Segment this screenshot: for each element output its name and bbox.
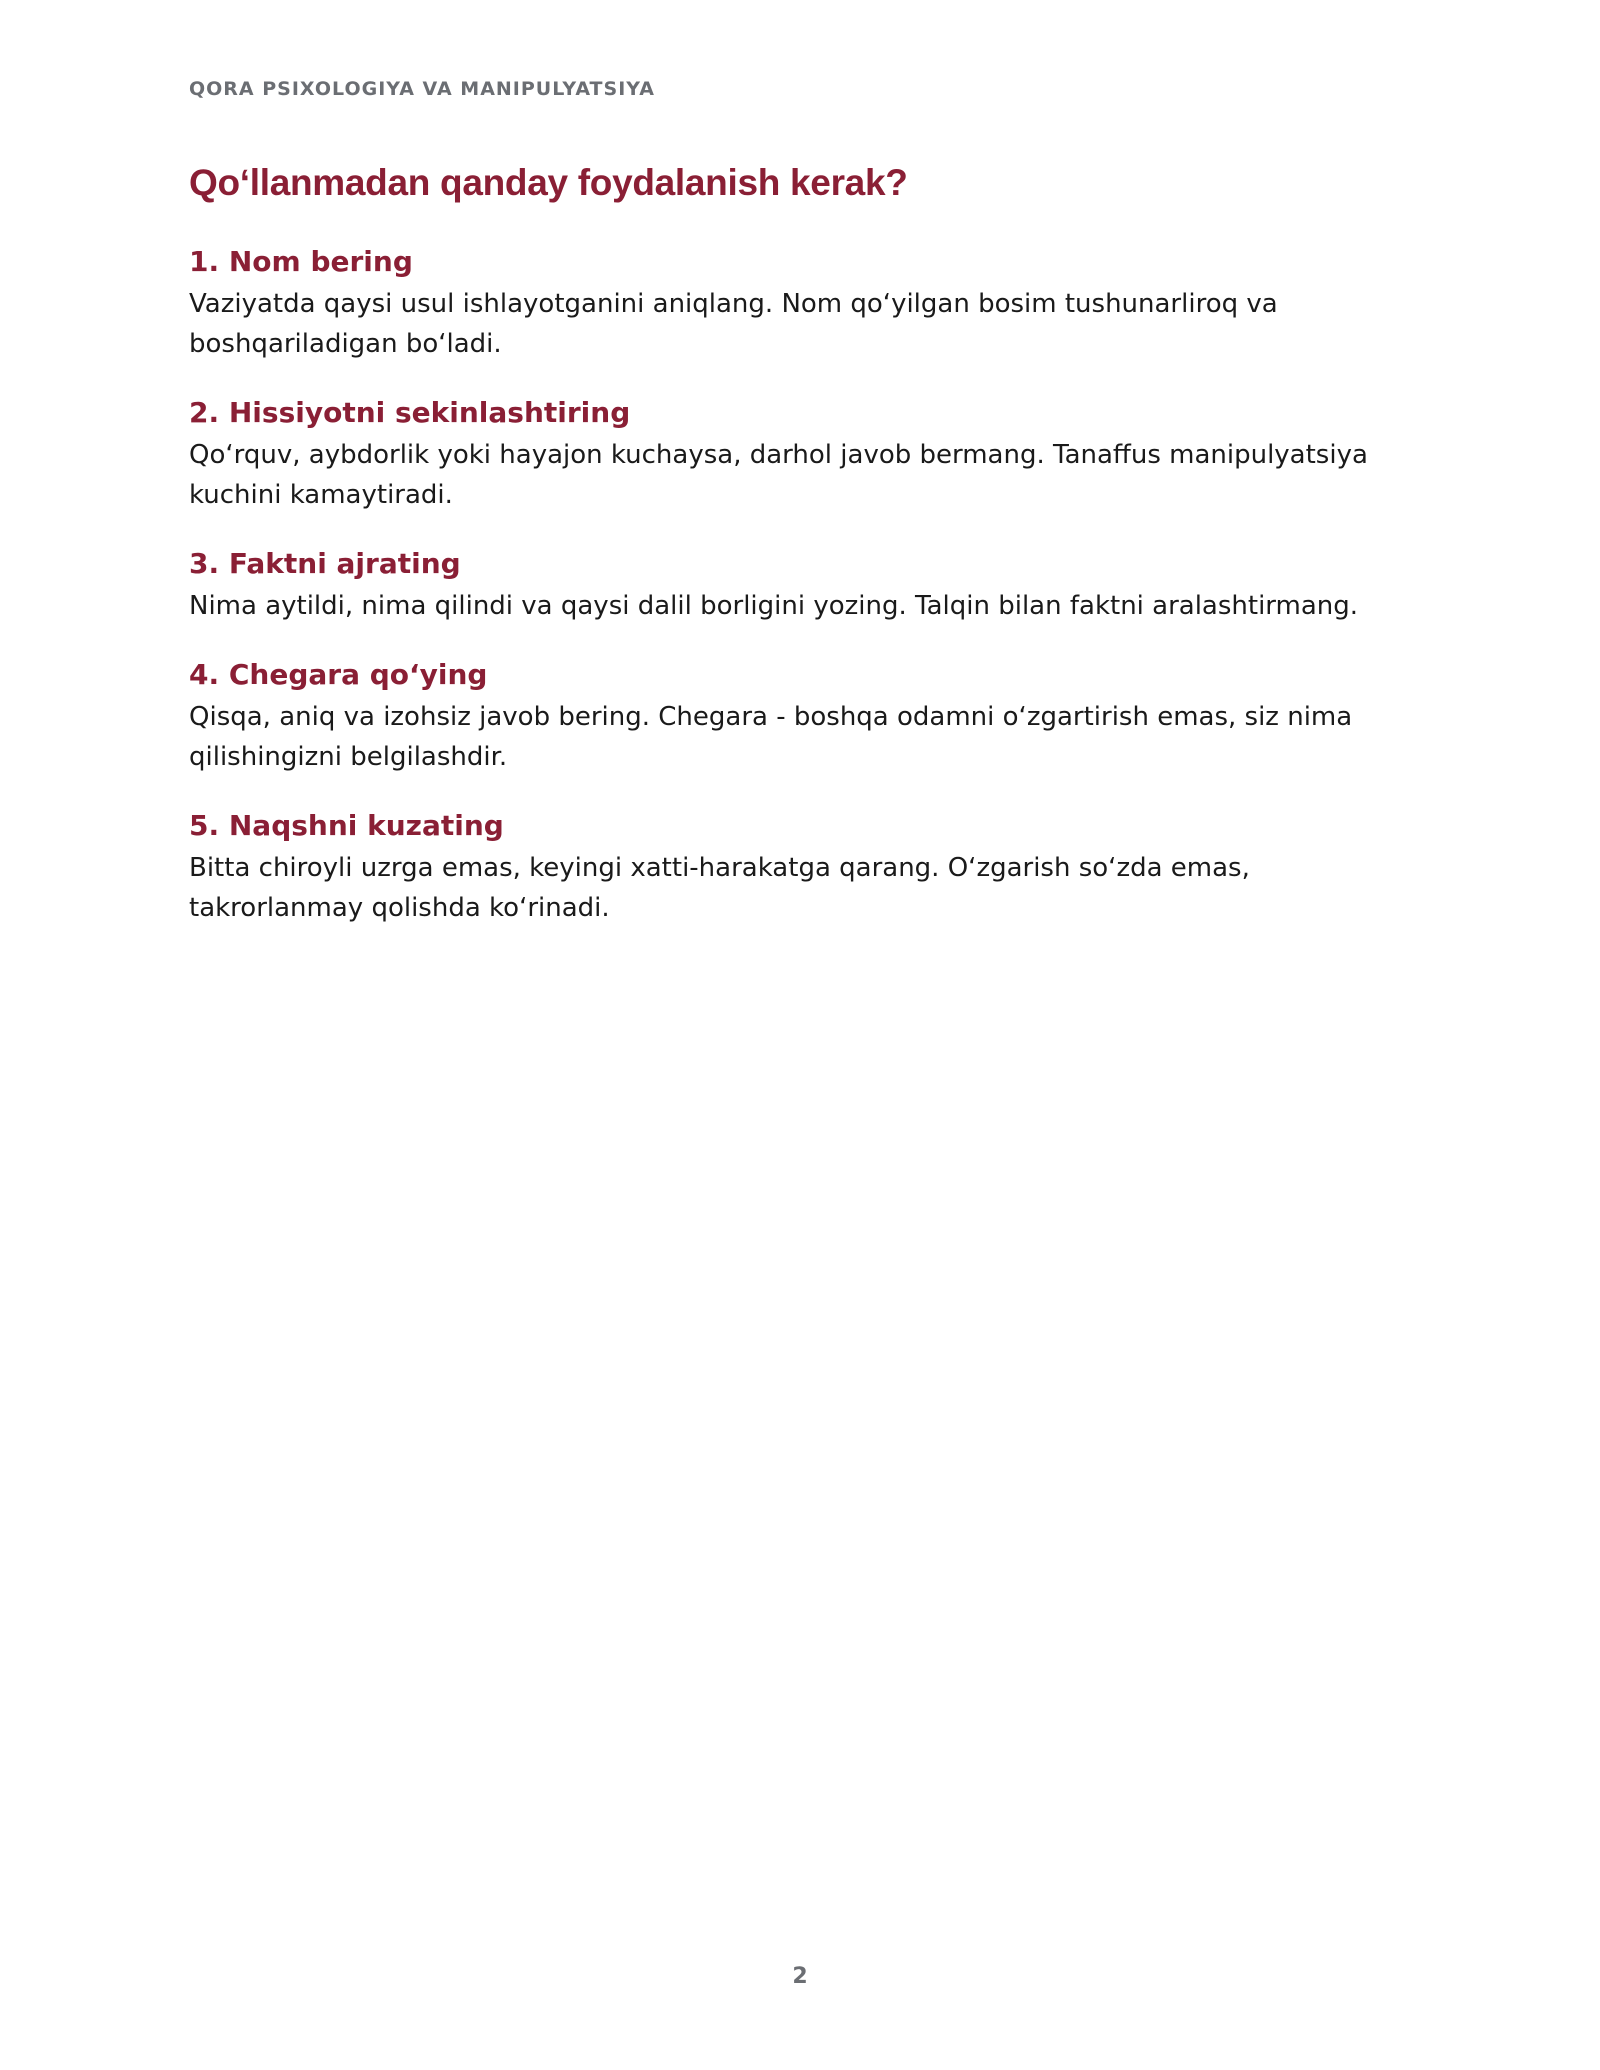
page-title: Qo‘llanmadan qanday foydalanish kerak? <box>189 162 908 203</box>
section-body: Qo‘rquv, aybdorlik yoki hayajon kuchaysa, darhol javob bermang. Tanaffus manipulyatsiya kuchini kamaytiradi. <box>189 440 1368 510</box>
section-heading: 5. Naqshni kuzating <box>189 809 504 842</box>
section-watch-pattern <box>189 806 1379 928</box>
section-separate-fact <box>189 544 1379 626</box>
page-number: 2 <box>792 1964 808 1989</box>
page-content <box>189 162 1379 957</box>
section-body: Bitta chiroyli uzrga emas, keyingi xatti-harakatga qarang. O‘zgarish so‘zda emas, takrorlanmay qolishda ko‘rinadi. <box>189 853 1250 923</box>
section-set-boundary <box>189 655 1379 777</box>
section-heading: 3. Faktni ajrating <box>189 547 461 580</box>
section-heading: 4. Chegara qo‘ying <box>189 658 488 691</box>
section-body: Qisqa, aniq va izohsiz javob bering. Chegara - boshqa odamni o‘zgartirish emas, siz nima qilishingizni belgilashdir. <box>189 702 1353 772</box>
section-slow-emotion <box>189 393 1379 515</box>
section-body: Nima aytildi, nima qilindi va qaysi dalil borligini yozing. Talqin bilan faktni aralashtirmang. <box>189 591 1359 621</box>
section-heading: 2. Hissiyotni sekinlashtiring <box>189 396 631 429</box>
section-name-it <box>189 242 1379 364</box>
running-header: QORA PSIXOLOGIYA VA MANIPULYATSIYA <box>189 78 655 100</box>
section-heading: 1. Nom bering <box>189 245 413 278</box>
section-body: Vaziyatda qaysi usul ishlayotganini aniqlang. Nom qo‘yilgan bosim tushunarliroq va boshqariladigan bo‘ladi. <box>189 289 1278 359</box>
